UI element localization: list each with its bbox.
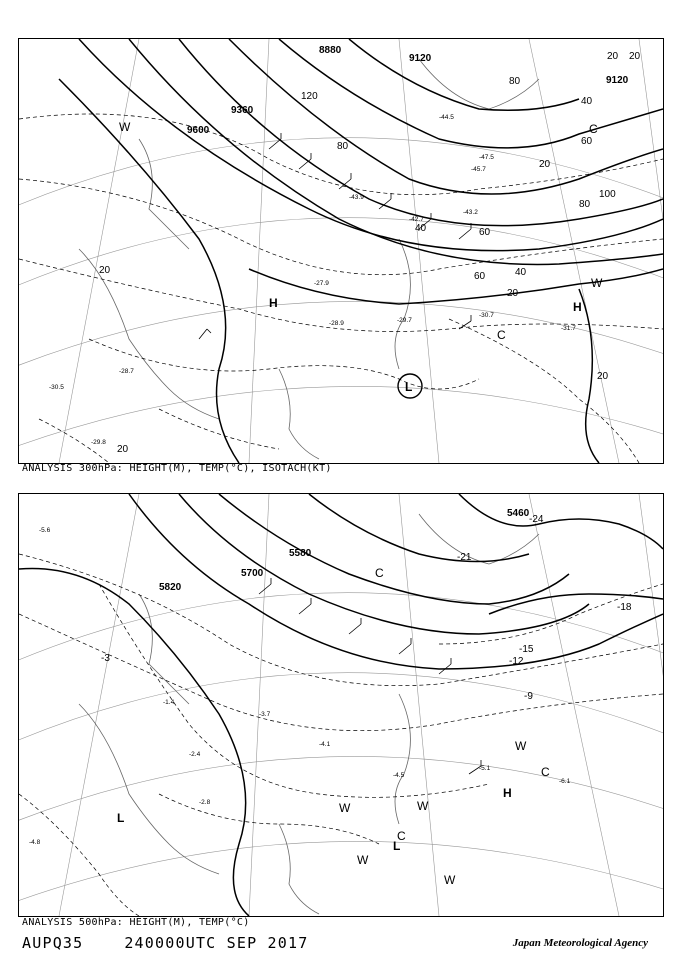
isotach-label: 80: [337, 141, 349, 152]
high-center: H: [269, 296, 278, 310]
map-300hpa: [19, 39, 663, 463]
temp-reading: -27.9: [314, 280, 329, 287]
isotherm-label: -18: [617, 602, 632, 613]
isotherm-label: -3: [101, 653, 110, 664]
isotach-label: 100: [599, 189, 616, 200]
warm-center: W: [591, 276, 603, 290]
temp-reading: -4.8: [29, 839, 41, 846]
cold-center: C: [497, 328, 506, 342]
isotach-label: 20: [507, 288, 519, 299]
low-center: L: [117, 811, 125, 825]
height-label: 9120: [409, 53, 432, 64]
isotherm-label: -15: [519, 644, 534, 655]
analysis-datetime: 240000UTC SEP 2017: [124, 934, 309, 952]
low-center: L: [393, 839, 401, 853]
temp-reading: -44.5: [439, 114, 454, 121]
isotherms: [19, 114, 663, 463]
height-label: 5700: [241, 568, 264, 579]
warm-center: W: [119, 120, 131, 134]
temp-reading: -43.9: [349, 194, 364, 201]
warm-center: W: [357, 853, 369, 867]
wind-barbs: [199, 133, 471, 339]
map-500hpa: [19, 494, 663, 916]
temp-reading: -5.6: [39, 527, 51, 534]
height-label: 9600: [187, 125, 210, 136]
isotach-label: 40: [415, 223, 427, 234]
isotach-label: 40: [581, 96, 593, 107]
height-labels: [159, 508, 530, 593]
cold-center: C: [375, 566, 384, 580]
isotach-label: 120: [301, 91, 318, 102]
temp-reading: -29.7: [397, 317, 412, 324]
temp-reading: -31.7: [561, 325, 576, 332]
isotach-label: 60: [581, 136, 593, 147]
temp-reading: -6.1: [559, 778, 571, 785]
temp-reading: -28.9: [329, 320, 344, 327]
height-label: 9120: [606, 75, 629, 86]
temp-reading: -4.5: [393, 772, 405, 779]
height-label: 5580: [289, 548, 312, 559]
isotach-label: 60: [474, 271, 486, 282]
height-labels: [187, 45, 629, 136]
latlon-grid: [19, 494, 663, 916]
chart-code: AUPQ35: [22, 934, 84, 952]
height-contours: [59, 39, 663, 463]
cold-center: C: [589, 122, 598, 136]
height-label: 5460: [507, 508, 530, 519]
temp-reading: -5.1: [479, 765, 491, 772]
coastlines: [79, 59, 539, 459]
temp-reading: -1.4: [163, 699, 175, 706]
isotherm-label: -9: [524, 691, 533, 702]
warm-center: W: [515, 739, 527, 753]
height-label: 9360: [231, 105, 254, 116]
warm-center: W: [444, 873, 456, 887]
isotherm-label: -24: [529, 514, 544, 525]
isotach-label: 80: [579, 199, 591, 210]
coastlines: [79, 514, 539, 914]
isotach-label: 80: [509, 76, 521, 87]
chart-300hpa: [18, 38, 664, 464]
temp-reading: -42.7: [409, 216, 424, 223]
warm-center: W: [417, 799, 429, 813]
agency-name: Japan Meteorological Agency: [512, 937, 648, 949]
high-center: H: [503, 786, 512, 800]
height-label: 5820: [159, 582, 182, 593]
caption-500hpa: ANALYSIS 500hPa: HEIGHT(M), TEMP(°C): [22, 917, 250, 928]
temp-reading: -30.5: [49, 384, 64, 391]
high-center: H: [573, 300, 582, 314]
height-contours: [19, 494, 663, 916]
temp-reading: -2.4: [189, 751, 201, 758]
temp-reading: -4.1: [319, 741, 331, 748]
isotach-label: 20: [99, 265, 111, 276]
chart-500hpa: [18, 493, 664, 917]
warm-center: W: [339, 801, 351, 815]
isotach-label: 20: [597, 371, 609, 382]
temp-reading: -2.8: [199, 799, 211, 806]
isotach-label: 60: [479, 227, 491, 238]
isotach-labels: [99, 51, 641, 455]
temp-reading: -45.7: [471, 166, 486, 173]
pressure-centers: [117, 566, 550, 887]
caption-300hpa: ANALYSIS 300hPa: HEIGHT(M), TEMP(°C), ISOTACH(KT): [22, 463, 332, 474]
isotach-label: 40: [515, 267, 527, 278]
isotach-label: 20: [629, 51, 641, 62]
low-center: L: [405, 380, 413, 394]
cold-center: C: [541, 765, 550, 779]
pressure-centers: [119, 120, 603, 394]
temp-reading: -43.2: [463, 209, 478, 216]
wind-barbs: [259, 578, 481, 774]
temp-reading: -47.5: [479, 154, 494, 161]
temperature-readings: [29, 527, 571, 846]
height-label: 8880: [319, 45, 342, 56]
isotach-label: 20: [539, 159, 551, 170]
cold-center: C: [397, 829, 406, 843]
isotherm-label: -12: [509, 656, 524, 667]
chart-id: [22, 934, 308, 952]
isotach-label: 20: [607, 51, 619, 62]
temp-reading: -3.7: [259, 711, 271, 718]
isotach-label: 20: [117, 444, 129, 455]
temp-reading: -29.8: [91, 439, 106, 446]
temp-reading: -28.7: [119, 368, 134, 375]
isotherm-labels: [101, 514, 632, 702]
isotherms: [19, 554, 663, 916]
isotherm-label: -21: [457, 552, 472, 563]
temp-reading: -30.7: [479, 312, 494, 319]
